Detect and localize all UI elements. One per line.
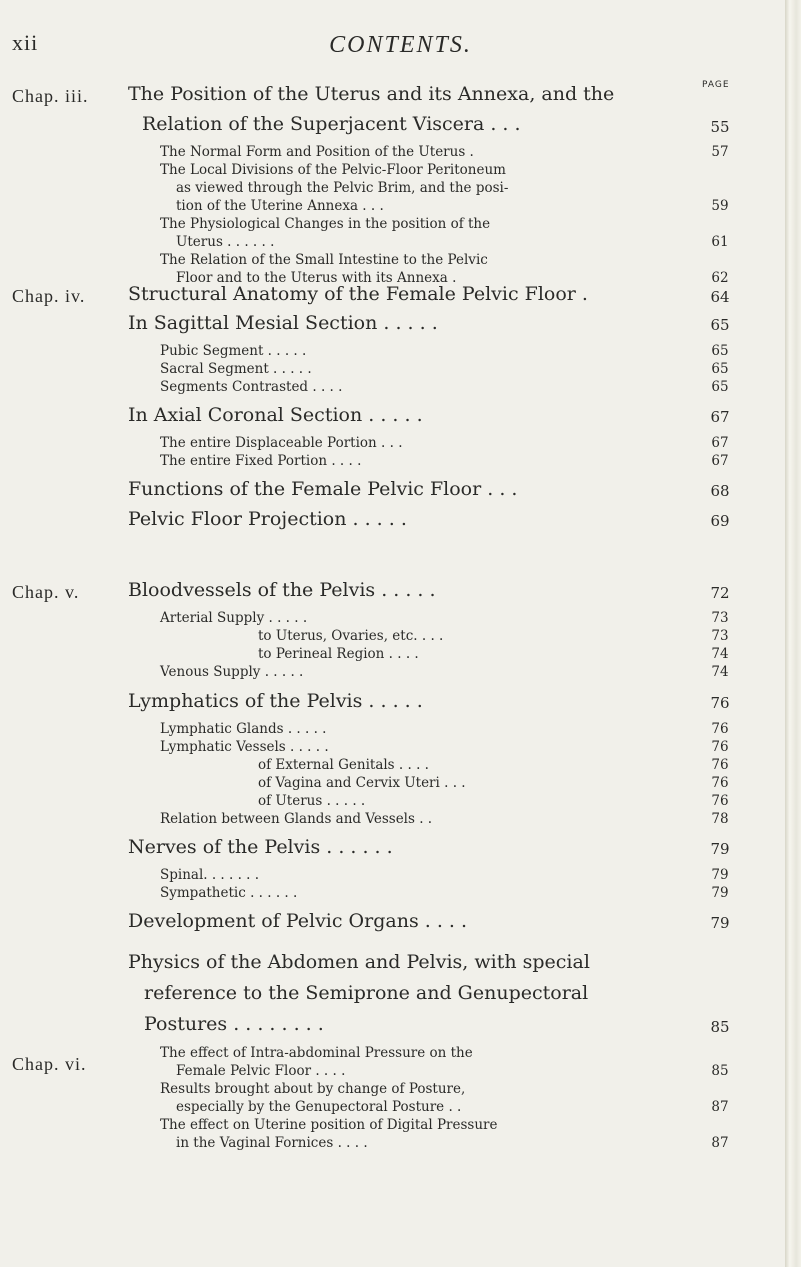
toc-subentry: The Relation of the Small Intestine to the Pelvic bbox=[160, 252, 488, 268]
toc-page: 87 bbox=[711, 1099, 729, 1115]
toc-subentry: Lymphatic Glands . . . . . bbox=[160, 721, 327, 737]
toc-entry: Postures . . . . . . . . bbox=[144, 1013, 324, 1035]
toc-subentry: The entire Displaceable Portion . . . bbox=[160, 435, 403, 451]
toc-page: 76 bbox=[711, 775, 729, 791]
toc-page: 76 bbox=[711, 793, 729, 809]
toc-entry: Structural Anatomy of the Female Pelvic Floor . bbox=[128, 283, 588, 305]
toc-entry: reference to the Semiprone and Genupectoral bbox=[144, 982, 589, 1004]
toc-page: 76 bbox=[711, 739, 729, 755]
toc-page: 73 bbox=[711, 610, 729, 626]
toc-page: 55 bbox=[710, 118, 730, 136]
toc-entry: Pelvic Floor Projection . . . . . bbox=[128, 508, 407, 530]
toc-subentry: Pubic Segment . . . . . bbox=[160, 343, 307, 359]
chapter-label: Chap. v. bbox=[12, 582, 80, 602]
toc-entry: In Sagittal Mesial Section . . . . . bbox=[128, 312, 438, 334]
toc-page: 57 bbox=[711, 144, 729, 160]
toc-entry: Physics of the Abdomen and Pelvis, with special bbox=[128, 951, 590, 973]
toc-subentry: Venous Supply . . . . . bbox=[160, 664, 304, 680]
toc-subentry: Results brought about by change of Posture, bbox=[160, 1081, 466, 1097]
toc-entry: Bloodvessels of the Pelvis . . . . . bbox=[128, 579, 436, 601]
toc-page: 65 bbox=[711, 343, 729, 359]
page-number: xii bbox=[12, 30, 39, 55]
page-column-label: PAGE bbox=[702, 80, 730, 90]
toc-page: 67 bbox=[711, 453, 729, 469]
toc-page: 69 bbox=[710, 512, 730, 530]
toc-subentry: The entire Fixed Portion . . . . bbox=[160, 453, 362, 469]
toc-entry: Relation of the Superjacent Viscera . . . bbox=[142, 113, 521, 135]
page-edge bbox=[785, 0, 801, 1267]
toc-subentry: as viewed through the Pelvic Brim, and the posi- bbox=[176, 180, 509, 196]
toc-subentry: The Physiological Changes in the position of the bbox=[160, 216, 491, 232]
toc-subentry: to Uterus, Ovaries, etc. . . . bbox=[258, 628, 444, 644]
toc-page: 85 bbox=[711, 1063, 729, 1079]
toc-entry: Development of Pelvic Organs . . . . bbox=[128, 910, 468, 932]
toc-subentry: especially by the Genupectoral Posture . . bbox=[176, 1099, 462, 1115]
toc-page: 62 bbox=[711, 270, 729, 286]
toc-page: 65 bbox=[711, 361, 729, 377]
toc-page: 61 bbox=[711, 234, 729, 250]
toc-page: 74 bbox=[711, 646, 729, 662]
toc-entry: The Position of the Uterus and its Annexa, and the bbox=[128, 83, 615, 105]
toc-page: 64 bbox=[710, 288, 730, 306]
toc-entry: Lymphatics of the Pelvis . . . . . bbox=[128, 690, 423, 712]
toc-subentry: tion of the Uterine Annexa . . . bbox=[176, 198, 384, 214]
toc-subentry: Sacral Segment . . . . . bbox=[160, 361, 312, 377]
page-title: CONTENTS. bbox=[329, 32, 472, 58]
toc-page: 73 bbox=[711, 628, 729, 644]
chapter-label: Chap. iv. bbox=[12, 286, 86, 306]
toc-subentry: The effect of Intra-abdominal Pressure on the bbox=[160, 1045, 473, 1061]
toc-subentry: of External Genitals . . . . bbox=[258, 757, 429, 773]
toc-subentry: in the Vaginal Fornices . . . . bbox=[176, 1135, 368, 1151]
chapter-label: Chap. iii. bbox=[12, 86, 89, 106]
toc-subentry: Relation between Glands and Vessels . . bbox=[160, 811, 433, 827]
toc-page: 76 bbox=[711, 721, 729, 737]
toc-subentry: Sympathetic . . . . . . bbox=[160, 885, 298, 901]
toc-page: 76 bbox=[710, 694, 730, 712]
chapter-label: Chap. vi. bbox=[12, 1054, 87, 1074]
toc-subentry: of Uterus . . . . . bbox=[258, 793, 366, 809]
toc-page: 79 bbox=[710, 914, 730, 932]
toc-page: 79 bbox=[711, 867, 729, 883]
toc-page: 65 bbox=[711, 379, 729, 395]
toc-page: 67 bbox=[710, 408, 730, 426]
toc-page: 68 bbox=[710, 482, 730, 500]
toc-page: 85 bbox=[710, 1018, 730, 1036]
toc-subentry: Spinal. . . . . . . bbox=[160, 867, 260, 883]
toc-page: 78 bbox=[711, 811, 729, 827]
toc-subentry: The effect on Uterine position of Digital Pressure bbox=[160, 1117, 498, 1133]
toc-subentry: Segments Contrasted . . . . bbox=[160, 379, 343, 395]
toc-page: 74 bbox=[711, 664, 729, 680]
toc-subentry: The Normal Form and Position of the Uterus . bbox=[160, 144, 474, 160]
toc-subentry: Lymphatic Vessels . . . . . bbox=[160, 739, 329, 755]
toc-page: 79 bbox=[710, 840, 730, 858]
toc-page: 59 bbox=[711, 198, 729, 214]
toc-page: 76 bbox=[711, 757, 729, 773]
toc-subentry: Female Pelvic Floor . . . . bbox=[176, 1063, 346, 1079]
toc-page: 79 bbox=[711, 885, 729, 901]
toc-entry: Functions of the Female Pelvic Floor . . . bbox=[128, 478, 518, 500]
toc-entry: In Axial Coronal Section . . . . . bbox=[128, 404, 423, 426]
toc-subentry: The Local Divisions of the Pelvic-Floor Peritoneum bbox=[160, 162, 506, 178]
toc-entry: Nerves of the Pelvis . . . . . . bbox=[128, 836, 393, 858]
toc-subentry: Arterial Supply . . . . . bbox=[160, 610, 308, 626]
toc-page: 87 bbox=[711, 1135, 729, 1151]
toc-subentry: of Vagina and Cervix Uteri . . . bbox=[258, 775, 466, 791]
toc-subentry: to Perineal Region . . . . bbox=[258, 646, 419, 662]
toc-subentry: Uterus . . . . . . bbox=[176, 234, 275, 250]
toc-page: 65 bbox=[710, 316, 730, 334]
toc-page: 67 bbox=[711, 435, 729, 451]
toc-subentry: Floor and to the Uterus with its Annexa . bbox=[176, 270, 457, 286]
toc-page: 72 bbox=[710, 584, 730, 602]
